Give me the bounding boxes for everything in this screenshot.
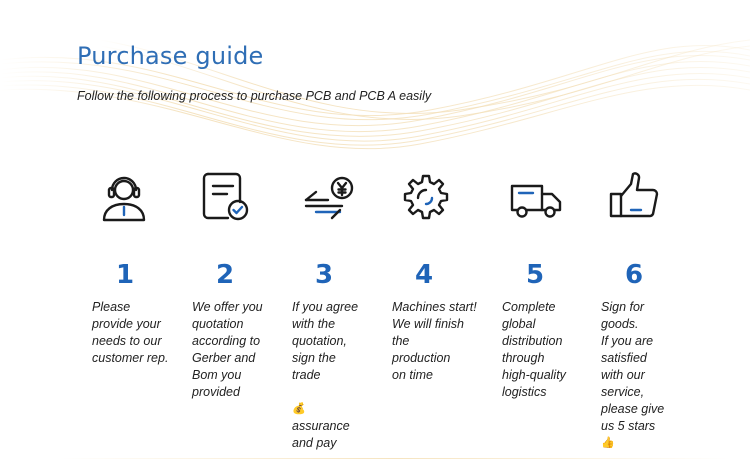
description-line: with the xyxy=(292,317,336,331)
page-subtitle: Follow the following process to purchase PCB and PCB A easily xyxy=(77,89,432,103)
step-description xyxy=(92,299,182,367)
description-line xyxy=(292,367,382,418)
description-line: the xyxy=(392,334,410,348)
description-line: global xyxy=(502,317,536,331)
description-line: service, xyxy=(601,385,645,399)
description-line: We offer you xyxy=(192,300,263,314)
description-line: on time xyxy=(392,368,433,382)
description-line: We will finish xyxy=(392,317,465,331)
description-line: distribution xyxy=(502,334,563,348)
step-number: 6 xyxy=(624,260,644,290)
thumbs-up-emoji-icon: 👍 xyxy=(601,437,615,449)
description-line: quotation, xyxy=(292,334,347,348)
description-line: satisfied xyxy=(601,351,647,365)
description-line: production xyxy=(392,351,451,365)
step-description xyxy=(392,299,488,384)
description-line: Machines start! xyxy=(392,300,477,314)
description-line: please give xyxy=(601,402,665,416)
gear-icon xyxy=(396,168,456,228)
description-line: Bom you xyxy=(192,368,242,382)
description-line: Sign for xyxy=(601,300,645,314)
description-line: customer rep. xyxy=(92,351,169,365)
step-number: 5 xyxy=(525,260,545,290)
money-bag-icon: 💰 xyxy=(292,403,306,415)
description-line: If you are xyxy=(601,334,654,348)
description-line: quotation xyxy=(192,317,244,331)
description-line: needs to our xyxy=(92,334,162,348)
step-description xyxy=(601,299,681,452)
page-title: Purchase guide xyxy=(77,42,264,70)
description-line: through xyxy=(502,351,545,365)
step-number: 1 xyxy=(115,260,135,290)
step-number: 2 xyxy=(215,260,235,290)
description-line: provide your xyxy=(92,317,161,331)
description-line: with our xyxy=(601,368,645,382)
step-number: 3 xyxy=(314,260,334,290)
description-line: Gerber and xyxy=(192,351,256,365)
description-line: high-quality xyxy=(502,368,566,382)
description-line: If you agree xyxy=(292,300,359,314)
description-text: trade xyxy=(292,368,321,382)
payment-icon xyxy=(302,168,362,228)
quotation-document-icon xyxy=(194,168,254,228)
description-text: us 5 stars xyxy=(601,419,656,433)
step-description xyxy=(192,299,282,401)
description-line: goods. xyxy=(601,317,639,331)
description-line xyxy=(601,418,681,452)
description-line: Complete xyxy=(502,300,556,314)
step-description xyxy=(502,299,592,401)
description-line: logistics xyxy=(502,385,547,399)
description-line: and pay xyxy=(292,436,337,450)
description-line: provided xyxy=(192,385,240,399)
customer-service-icon xyxy=(94,168,154,228)
truck-icon xyxy=(506,168,566,228)
description-line: according to xyxy=(192,334,261,348)
step-number: 4 xyxy=(414,260,434,290)
bottom-divider xyxy=(60,458,730,459)
step-description xyxy=(292,299,382,452)
description-line: sign the xyxy=(292,351,336,365)
description-line: assurance xyxy=(292,419,350,433)
description-line: Please xyxy=(92,300,131,314)
thumbs-up-icon xyxy=(603,168,663,228)
